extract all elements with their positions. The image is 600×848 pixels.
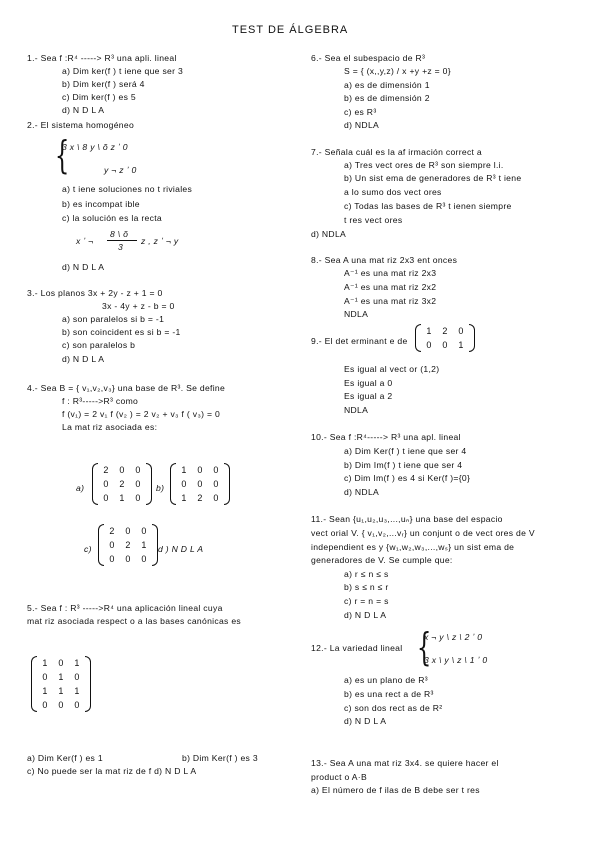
q4-stem: 4.- Sea B = { v₁,v₂,v₃} una base de R³. Se define [27,383,226,393]
q13-stem-line2: product o A·B [311,772,367,782]
matrix-entry: 1 [58,686,64,696]
matrix-entry: 0 [213,493,219,503]
matrix-entry: 0 [426,340,432,350]
matrix-entry: 0 [42,700,48,710]
q11-stem-line4: generadores de V. Se cumple que: [311,555,453,565]
q12-stem: 12.- La variedad lineal [311,643,403,653]
matrix-entry: 2 [197,493,203,503]
q11-option-b[interactable]: b) s ≤ n ≤ r [344,582,389,592]
matrix-entry: 0 [103,493,109,503]
matrix-entry: 2 [103,465,109,475]
q3-stem-line2: 3x - 4y + z - b = 0 [102,301,175,311]
q2-option-c[interactable]: c) la solución es la recta [62,213,162,223]
q10-option-a[interactable]: a) Dim Ker(f ) t iene que ser 4 [344,446,467,456]
matrix-entry: 0 [458,326,464,336]
q1-option-a[interactable]: a) Dim ker(f ) t iene que ser 3 [62,66,184,76]
q6-option-b[interactable]: b) es de dimensión 2 [344,93,430,103]
matrix-entry: 1 [74,658,80,668]
matrix-entry: 0 [141,554,147,564]
q5-option-a[interactable]: a) Dim Ker(f ) es 1 [27,753,103,763]
q5-line2: mat riz asociada respect o a las bases canónicas es [27,616,242,626]
q4-matrix-b [170,463,230,505]
q8-stem: 8.- Sea A una mat riz 2x3 ent onces [311,255,458,265]
q10-option-c[interactable]: c) Dim Im(f ) es 4 si Ker(f )={0} [344,473,471,483]
q7-stem: 7.- Señala cuál es la af irmación correct a [311,147,483,157]
q5-stem: 5.- Sea f : R³ ----->R⁴ una aplicación lineal cuya [27,603,223,613]
q11-stem-line3: independient es y {w₁,w₂,w₃,...,wₛ} un sist ema de [311,542,515,552]
matrix-entry: 1 [181,493,187,503]
q1-option-b[interactable]: b) Dim ker(f ) será 4 [62,79,145,89]
matrix-entry: 0 [125,526,131,536]
q9-stem: 9.- El det erminant e de [311,336,408,346]
matrix-entry: 0 [213,479,219,489]
q9-matrix [415,324,475,352]
q6-set: S = { (x,,y,z) / x +y +z = 0} [344,66,451,76]
q9-option-b[interactable]: Es igual a 0 [344,378,393,388]
matrix-entry: 0 [442,340,448,350]
q8-option-c[interactable]: A⁻¹ es una mat riz 3x2 [344,296,437,306]
q12-equation-1: x ¬ y \ z \ 2 ʼ 0 [424,632,483,642]
matrix-entry: 0 [135,493,141,503]
q4-line4: La mat riz asociada es: [62,422,158,432]
q2-fraction-numerator: 8 \ õ [110,229,129,239]
q11-stem-line1: 11.- Sean {u₁,u₂,u₃,...,uₙ} una base del espacio [311,514,503,524]
q3-option-c[interactable]: c) son paralelos b [62,340,136,350]
q6-option-a[interactable]: a) es de dimensión 1 [344,80,430,90]
q2-option-b[interactable]: b) es incompat ible [62,199,140,209]
q2-fraction-denominator: 3 [118,242,124,252]
page-title: TEST DE ÁLGEBRA [232,24,349,36]
matrix-entry: 0 [197,479,203,489]
matrix-entry: 0 [103,479,109,489]
q13-option-a[interactable]: a) El número de f ilas de B debe ser t res [311,785,480,795]
q6-stem: 6.- Sea el subespacio de R³ [311,53,426,63]
q2-equation-2: y ¬ z ʼ 0 [104,165,137,175]
q3-option-a[interactable]: a) son paralelos si b = -1 [62,314,165,324]
matrix-entry: 0 [135,479,141,489]
q4-option-d[interactable]: d ) N D L A [158,544,204,554]
q12-system-brace: { [416,625,432,669]
q4-line3: f (v₁) = 2 v₁ f (v₂ ) = 2 v₂ + v₃ f ( v₃) = 0 [62,409,221,419]
q9-option-c[interactable]: Es igual a 2 [344,391,393,401]
q12-option-d[interactable]: d) N D L A [344,716,387,726]
q10-option-d[interactable]: d) NDLA [344,487,380,497]
matrix-entry: 0 [135,465,141,475]
q7-option-b[interactable]: b) Un sist ema de generadores de R³ t iene [344,173,522,183]
q4-option-b-label[interactable]: b) [156,483,165,493]
q1-stem: 1.- Sea f :R⁴ -----> R³ una apli. lineal [27,53,177,63]
matrix-entry: 1 [141,540,147,550]
q7-option-d[interactable]: d) NDLA [311,229,347,239]
q2-solution-rhs: z , z ʼ ¬ y [141,236,179,246]
matrix-entry: 0 [74,700,80,710]
q4-matrix-c [98,524,158,566]
q3-stem: 3.- Los planos 3x + 2y - z + 1 = 0 [27,288,163,298]
matrix-entry: 0 [109,554,115,564]
q8-option-a[interactable]: A⁻¹ es una mat riz 2x3 [344,268,437,278]
q7-option-a[interactable]: a) Tres vect ores de R³ son siempre l.i. [344,160,504,170]
q5-option-b[interactable]: b) Dim Ker(f ) es 3 [182,753,258,763]
matrix-entry: 1 [42,686,48,696]
matrix-entry: 0 [58,700,64,710]
matrix-entry: 0 [109,540,115,550]
q4-matrix-a [92,463,152,505]
q11-option-d[interactable]: d) N D L A [344,610,387,620]
matrix-entry: 1 [458,340,464,350]
matrix-entry: 1 [58,672,64,682]
q4-line2: f : R³----->R³ como [62,396,139,406]
matrix-entry: 1 [42,658,48,668]
q12-equation-2: 3 x \ y \ z \ 1 ʼ 0 [424,655,488,665]
q1-option-c[interactable]: c) Dim ker(f ) es 5 [62,92,136,102]
q2-option-d[interactable]: d) N D L A [62,262,105,272]
matrix-entry: 0 [141,526,147,536]
q8-option-d[interactable]: NDLA [344,309,369,319]
matrix-entry: 2 [119,479,125,489]
q9-option-d[interactable]: NDLA [344,405,369,415]
q3-option-b[interactable]: b) son coincident es si b = -1 [62,327,181,337]
matrix-entry: 0 [213,465,219,475]
q2-equation-1: 3 x \ 8 y \ õ z ʼ 0 [62,142,128,152]
q2-solution-lhs: x ʼ ¬ [76,236,94,246]
fraction-bar [107,240,137,241]
q7-option-b-cont: a lo sumo dos vect ores [344,187,442,197]
q12-option-c[interactable]: c) son dos rect as de R² [344,703,443,713]
q1-option-d[interactable]: d) N D L A [62,105,105,115]
q5-option-c-d[interactable]: c) No puede ser la mat riz de f d) N D L A [27,766,197,776]
q5-matrix [31,656,91,712]
q2-system-brace: { [54,133,70,177]
matrix-entry: 2 [125,540,131,550]
q10-stem: 10.- Sea f :R⁴-----> R³ una apl. lineal [311,432,461,442]
q12-option-b[interactable]: b) es una rect a de R³ [344,689,434,699]
q11-option-a[interactable]: a) r ≤ n ≤ s [344,569,389,579]
matrix-entry: 2 [442,326,448,336]
q6-option-d[interactable]: d) NDLA [344,120,380,130]
q13-stem-line1: 13.- Sea A una mat riz 3x4. se quiere hacer el [311,758,499,768]
q3-option-d[interactable]: d) N D L A [62,354,105,364]
matrix-entry: 0 [119,465,125,475]
q9-option-a[interactable]: Es igual al vect or (1,2) [344,364,440,374]
matrix-entry: 0 [58,658,64,668]
q7-option-c[interactable]: c) Todas las bases de R³ t ienen siempre [344,201,512,211]
q6-option-c[interactable]: c) es R³ [344,107,377,117]
matrix-entry: 0 [181,479,187,489]
q11-option-c[interactable]: c) r = n = s [344,596,389,606]
matrix-entry: 1 [74,686,80,696]
matrix-entry: 0 [74,672,80,682]
matrix-entry: 1 [119,493,125,503]
matrix-entry: 1 [181,465,187,475]
q12-option-a[interactable]: a) es un plano de R³ [344,675,428,685]
q2-option-a[interactable]: a) t iene soluciones no t riviales [62,184,193,194]
matrix-entry: 0 [42,672,48,682]
q4-option-c-label[interactable]: c) [84,544,92,554]
matrix-entry: 0 [197,465,203,475]
q8-option-b[interactable]: A⁻¹ es una mat riz 2x2 [344,282,437,292]
q11-stem-line2: vect orial V. { v₁,v₂,...vᵣ} un conjunt o de vect ores de V [311,528,535,538]
q2-stem: 2.- El sistema homogéneo [27,120,135,130]
matrix-entry: 2 [109,526,115,536]
q7-option-c-cont: t res vect ores [344,215,403,225]
matrix-entry: 0 [125,554,131,564]
q4-option-a-label[interactable]: a) [76,483,85,493]
q10-option-b[interactable]: b) Dim Im(f ) t iene que ser 4 [344,460,463,470]
matrix-entry: 1 [426,326,432,336]
